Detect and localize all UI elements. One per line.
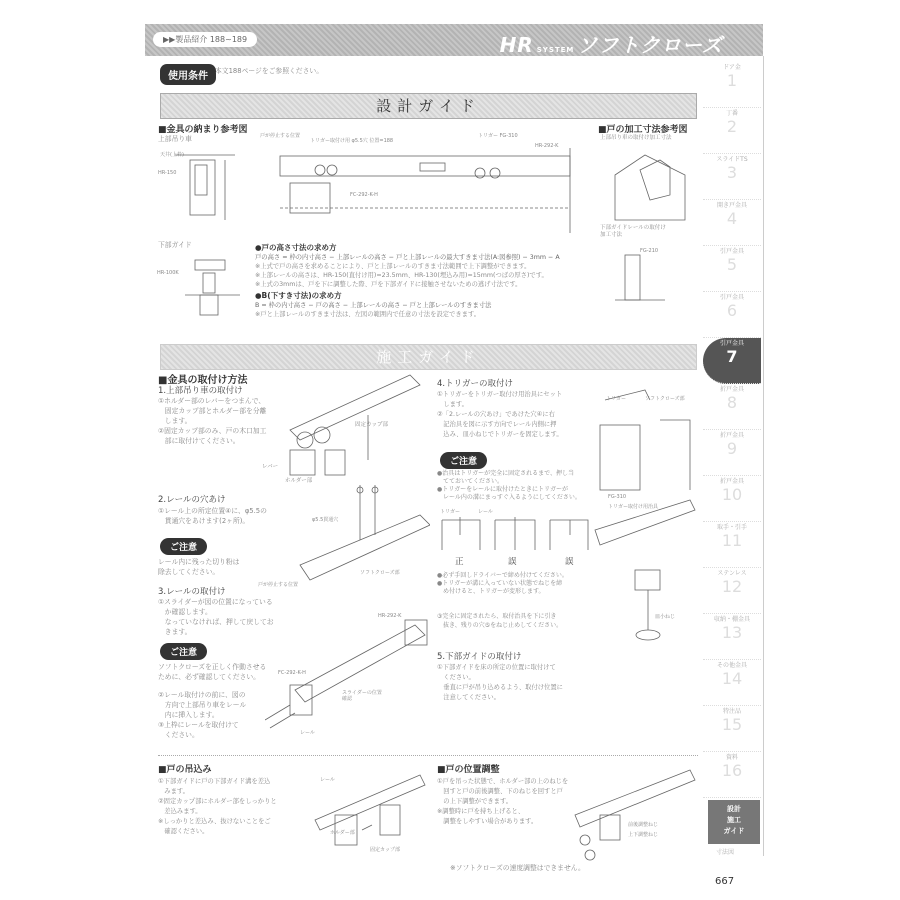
tab-number: 11 [721, 531, 743, 550]
tab-chapter-16[interactable] [703, 752, 761, 798]
height-note-2: ※上部レールの高さは、HR-150(直付け用)=23.5mm、HR-130(埋込み用)=15mm(つばの厚さ)です。 [255, 272, 548, 279]
tab-label: その他金具 [716, 662, 747, 669]
label-trigger: トリガー FG-310 [478, 133, 518, 139]
label-hole: φ5.5貫通穴 [312, 517, 339, 523]
tab-chapter-4[interactable] [703, 200, 761, 246]
tab-number: 6 [726, 301, 738, 320]
tab-label: ドア金 [723, 64, 741, 71]
label-cup: 固定カップ部 [355, 422, 388, 428]
tab-number: 15 [721, 715, 743, 734]
tab-label: 収納・棚金具 [713, 616, 750, 623]
design-guide-banner: 設計ガイド [160, 93, 697, 119]
tab-chapter-8[interactable] [703, 384, 761, 430]
brand-system: SYSTEM [536, 46, 575, 54]
rail-diagram [270, 148, 580, 233]
proc-title: ■戸の加工寸法参考図 [598, 125, 688, 135]
tab-number: 16 [721, 761, 743, 780]
tab-chapter-13[interactable] [703, 614, 761, 660]
tab-label: 折戸金具 [719, 386, 744, 393]
tab-label: 取手・引手 [716, 524, 747, 531]
tab-number: 8 [726, 393, 738, 412]
tab-label: ステンレス [717, 570, 747, 577]
tab-label: 引戸金具 [719, 294, 744, 301]
tab-number: 2 [726, 117, 738, 136]
step1-text: ①ホルダー部のレバーをつまんで、 固定カップ部とホルダー部を分離 します。 ②固定カップ部のみ、戸の木口加工 部に取付けてください。 [158, 397, 267, 445]
adjust-text: ①戸を吊った状態で、ホルダー部の上のねじを 回すと戸の前後調整、下のねじを回すと戸 の上下調整ができます。 ※調整時に戸を持ち上げると、 調整をしやすい場合があります。 [437, 778, 569, 825]
upper-label: 上部吊り車 [158, 135, 192, 143]
b-formula: B = 枠の内寸高さ − 戸の高さ − 上部レールの高さ − 戸と上部レールのすきま寸法 [255, 302, 492, 309]
label-holder: ホルダー部 [285, 478, 313, 484]
tab-chapter-15[interactable] [703, 706, 761, 752]
label-cup-hang: 固定カップ部 [370, 847, 400, 853]
tab-number: 14 [721, 669, 743, 688]
step1-heading: 1.上部吊り車の取付け [158, 386, 243, 396]
label-rail: レール [300, 730, 315, 736]
tab-number: 5 [726, 255, 738, 274]
label-front-back-screw: 前後調整ねじ [628, 822, 659, 828]
adjust-diagram [570, 765, 700, 865]
step4-caution-badge: ご注意 [440, 452, 487, 469]
height-formula: 戸の高さ = 枠の内寸高さ − 上部レールの高さ − 戸と上部レールの最大すきま寸法(A:図参照) − 3mm − A [255, 254, 560, 261]
hang-text: ①下部ガイドに戸の下部ガイド溝を差込 みます。 ②固定カップ部にホルダー部をしっかりと 差込みます。 ※しっかりと差込み、抜けないことをご 確認ください。 [158, 778, 277, 835]
tab-after[interactable]: 寸法図 [716, 849, 735, 856]
label-stop: 戸が停止する位置 [260, 133, 301, 139]
tab-label: 特注品 [722, 708, 741, 715]
step3-text: ①スライダーが図の位置になっている か確認します。 なっていなければ、押して戻してお きます。 [158, 598, 274, 636]
install-title: ■金具の取付け方法 [158, 375, 248, 386]
trigger-install-diagram [590, 380, 700, 660]
tab-chapter-1[interactable] [703, 62, 761, 108]
step4-text-3: ③完全に固定されたら、取付治具を下に引き 抜き、残りの穴⑤をねじ止めしてください。 [437, 613, 563, 629]
step2-text: ①レール上の所定位置④に、φ5.5の 貫通穴をあけます(2ヶ所)。 [158, 507, 267, 525]
label-softclose: ソフトクローズ部 [360, 570, 400, 576]
height-note-1: ※上式で戸の高さを求めることにより、戸と上部レールのすきま寸法範囲で上下調整ができます。 [255, 263, 531, 270]
label-rail-small: レール [478, 509, 493, 515]
tab-number: 12 [721, 577, 743, 596]
label-trigger-hole: トリガー取付け用 φ5.5穴 位置=188 [310, 138, 394, 144]
label-hr100k: HR-100K [157, 270, 179, 276]
label-softclose-2: ソフトクローズ部 [645, 396, 685, 402]
label-rail-hang: レール [320, 777, 335, 783]
tab-label: スライドTS [716, 156, 748, 163]
step3-text-2: ②レール取付けの前に、図の 方向で上部吊り車をレール 内に挿入します。 ③上枠にレールを取付けて ください。 [158, 691, 247, 739]
adjust-footnote: ※ソフトクローズの速度調整はできません。 [450, 864, 585, 872]
tab-chapter-3[interactable] [703, 154, 761, 200]
brand-name: ソフトクローズ [577, 33, 723, 57]
step5-text: ①下部ガイドを床の所定の位置に取付けて ください。 垂直に戸が吊り込めるよう、取付け位置に 注意してください。 [437, 664, 563, 701]
label-fg310: FG-310 [608, 494, 627, 500]
tab-chapter-10[interactable] [703, 476, 761, 522]
step2-heading: 2.レールの穴あけ [158, 495, 226, 505]
tab-chapter-9[interactable] [703, 430, 761, 476]
upper-fit-diagram [175, 150, 245, 230]
page-number: 667 [715, 876, 735, 887]
lower-guide-diagram [185, 255, 245, 320]
step3-caution-badge: ご注意 [160, 643, 207, 660]
label-stop-pos: 戸が停止する位置 [258, 582, 299, 588]
tab-number: 9 [726, 439, 738, 458]
proc-sub: 上部吊り車の取付け加工寸法 [600, 135, 672, 141]
label-fc292: FC-292-K-H [350, 192, 378, 198]
hang-heading: ■戸の吊込み [158, 765, 212, 775]
step4-caution-text: ●治具はトリガーが完全に固定されるまで、押し当 てておいてください。 ●トリガーをレールに取付けたときにトリガーが レール内の溝にまっすぐ入るようにしてください。 [437, 470, 581, 501]
tab-number: 10 [721, 485, 743, 504]
usage-badge: 使用条件 [160, 64, 216, 85]
tab-chapter-5[interactable] [703, 246, 761, 292]
label-holder-hang: ホルダー部 [330, 830, 355, 836]
usage-text: 本文188ページをご参照ください。 [215, 67, 323, 75]
tab-chapter-2[interactable] [703, 108, 761, 154]
step4-text: ①トリガーをトリガー取付け用治具にセット します。 ②「2.レールの穴あけ」であけた穴④に右 記治具を図に示す方向でレール内側に押 込み、皿小ねじでトリガーを固定します。 [437, 391, 563, 438]
label-hr150: HR-150 [158, 170, 177, 176]
mark-correct: 正 [455, 557, 464, 567]
divider [158, 755, 698, 756]
tab-label: 丁番 [725, 110, 738, 117]
tab-chapter-11[interactable] [703, 522, 761, 568]
step3-heading: 3.レールの取付け [158, 587, 226, 597]
height-note-3: ※上式の3mmは、戸を下に調整した際、戸を下部ガイドに接触させないための逃げ寸法です。 [255, 281, 522, 288]
lower-guide-label: 下部ガイド [158, 241, 192, 249]
page-header [145, 24, 763, 56]
proc-sub2: 下部ガイドレールの取付け加工寸法 [600, 225, 666, 238]
label-slider: スライダーの位置確認 [342, 690, 382, 702]
b-title: ●B(下すき寸法)の求め方 [255, 291, 342, 300]
tab-number: 4 [726, 209, 738, 228]
step4-text-2: ●必ず手回しドライバーで締め付けてください。 ●トリガーが溝に入っていない状態でねじを締 め付けると、トリガーが変形します。 [437, 572, 568, 595]
fit-title: ■金具の納まり参考図 [158, 125, 248, 135]
label-up-down-screw: 上下調整ねじ [628, 832, 659, 838]
brand-hr: HR [499, 33, 534, 57]
label-hr292k: HR-292-K [535, 143, 559, 149]
label-ceiling: 天井(上枠) [160, 152, 184, 158]
tab-number: 7 [726, 347, 738, 366]
tab-chapter-7[interactable] [703, 338, 761, 384]
step2-caution-text: レール内に残った切り粉は 除去してください。 [158, 558, 240, 576]
height-title: ●戸の高さ寸法の求め方 [255, 243, 337, 252]
tab-label: 資料 [725, 754, 738, 761]
mark-wrong-1: 誤 [508, 557, 517, 567]
tab-label: 開き戸金具 [716, 202, 747, 209]
step4-heading: 4.トリガーの取付け [437, 379, 514, 389]
chapter-tabs [703, 62, 761, 798]
tab-number: 3 [726, 163, 738, 182]
brand-title [500, 29, 723, 58]
label-trigger-small: トリガー [440, 509, 460, 515]
tab-label: 引戸金具 [719, 340, 744, 347]
label-trigger-2: トリガー [606, 396, 626, 402]
trigger-orientation-diagram [440, 515, 590, 555]
label-lever: レバー [262, 464, 279, 470]
tab-design-guide[interactable]: 設計 施工 ガイド [708, 800, 760, 844]
label-fc292-2: FC-292-K-H [278, 670, 306, 676]
adjust-heading: ■戸の位置調整 [437, 765, 500, 775]
step3-caution-text: ソフトクローズを正しく作動させる ために、必ず確認してください。 [158, 663, 267, 681]
mark-wrong-2: 誤 [565, 557, 574, 567]
tab-number: 13 [721, 623, 743, 642]
tab-label: 折戸金具 [719, 478, 744, 485]
step2-caution-badge: ご注意 [160, 538, 207, 555]
door-process-diagram [605, 145, 695, 225]
b-note: ※戸と上部レールのすきま寸法は、左図の範囲内で任意の寸法を設定できます。 [255, 311, 481, 318]
tab-label: 引戸金具 [719, 248, 744, 255]
tab-chapter-6[interactable] [703, 292, 761, 338]
label-screw: 皿小ねじ [655, 614, 676, 620]
product-link[interactable]: ▶▶製品紹介 188~189 [153, 32, 257, 47]
formula-block [255, 243, 695, 319]
tab-label: 折戸金具 [719, 432, 744, 439]
label-fg210: FG-210 [640, 248, 659, 254]
tab-chapter-14[interactable] [703, 660, 761, 706]
tab-chapter-12[interactable] [703, 568, 761, 614]
label-hr292k-2: HR-292-K [378, 613, 402, 619]
label-jig: トリガー取付け用治具 [608, 504, 658, 510]
tab-number: 1 [726, 71, 738, 90]
step5-heading: 5.下部ガイドの取付け [437, 652, 522, 662]
construction-guide-banner: 施工ガイド [160, 344, 697, 370]
